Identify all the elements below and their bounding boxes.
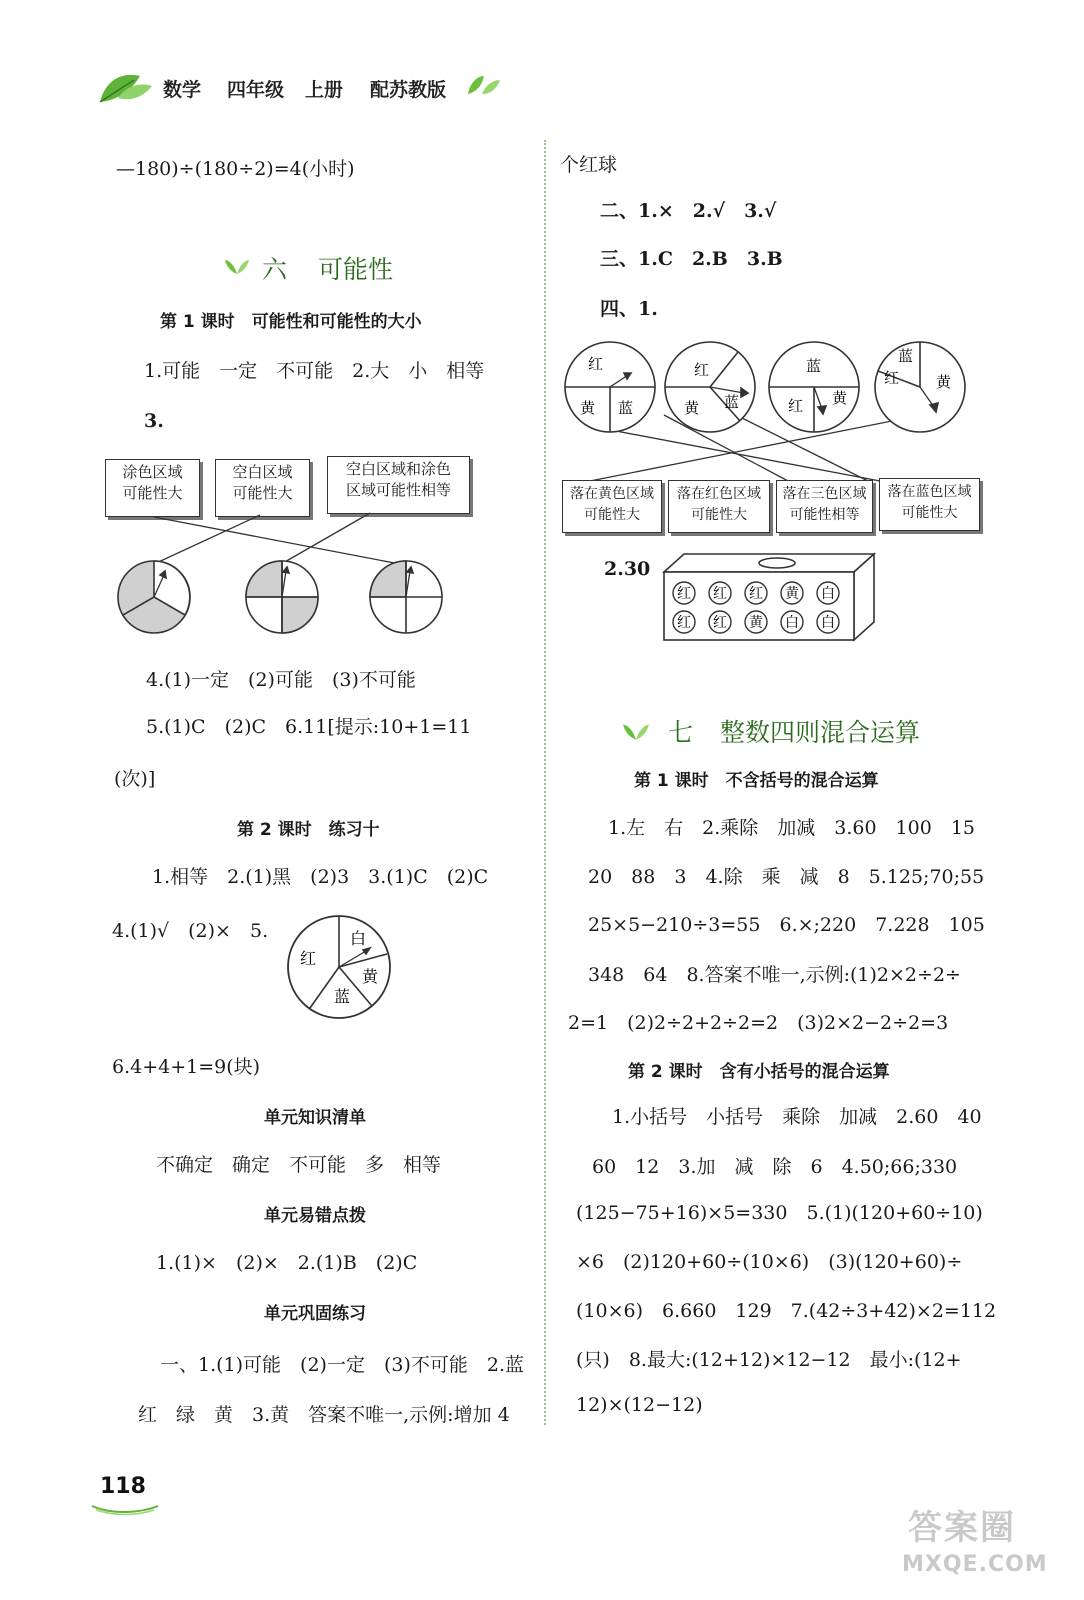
answer-line: 20 88 3 4.除 乘 减 8 5.125;70;55 — [588, 866, 985, 888]
answer-line: 1.可能 一定 不可能 2.大 小 相等 — [144, 360, 485, 382]
label-line: 可能性大 — [232, 484, 293, 502]
ball-label: 红 — [713, 586, 727, 602]
lesson-title: 第 1 课时 可能性和可能性的大小 — [160, 312, 422, 332]
page-number-underline — [90, 1500, 160, 1516]
answer-line: 25×5−210÷3=55 6.×;220 7.228 105 — [588, 914, 985, 936]
spinner-label: 白 — [350, 929, 367, 948]
spinner-a — [118, 561, 190, 633]
question-number: 3. — [144, 410, 164, 432]
label-line: 落在红色区域 — [677, 486, 761, 502]
lesson-title: 第 1 课时 不含括号的混合运算 — [634, 771, 879, 791]
wheel-label: 黄 — [936, 373, 952, 391]
label-line: 落在黄色区域 — [570, 486, 654, 502]
answer-line: 348 64 8.答案不唯一,示例:(1)2×2÷2÷ — [588, 964, 961, 986]
label-box-three — [776, 480, 873, 533]
ball-label: 黄 — [785, 586, 799, 602]
heading-mistake: 单元易错点拨 — [264, 1206, 366, 1226]
wheel-label: 黄 — [684, 399, 700, 417]
wheel-1 — [565, 342, 655, 432]
match-line — [616, 431, 880, 481]
wheels-diagram — [560, 335, 980, 485]
label-line: 可能性大 — [901, 505, 958, 521]
wheel-label: 蓝 — [724, 393, 740, 411]
answer-line: 4.(1)√ (2)× 5. — [112, 920, 269, 942]
leaf-small-icon — [466, 72, 502, 98]
wheel-label: 蓝 — [806, 357, 822, 375]
label-line: 可能性大 — [691, 507, 747, 523]
page-number: 118 — [100, 1474, 146, 1499]
watermark-logo: 答案圈 — [908, 1508, 1016, 1548]
answer-line: 1.相等 2.(1)黑 (2)3 3.(1)C (2)C — [152, 866, 489, 888]
answer-line: 1.左 右 2.乘除 加减 3.60 100 15 — [608, 817, 976, 839]
matching-diagram — [100, 505, 510, 645]
sprout-icon — [622, 718, 650, 742]
answer-line: (只) 8.最大:(12+12)×12−12 最小:(12+ — [576, 1349, 962, 1371]
label-line: 区域可能性相等 — [345, 481, 451, 499]
wheel-label: 黄 — [580, 399, 596, 417]
answer-line: 2.30 — [604, 558, 651, 580]
answer-line: 个红球 — [560, 154, 618, 176]
wheel-label: 红 — [884, 369, 900, 387]
match-line — [154, 517, 405, 565]
label-box-red — [668, 480, 770, 533]
match-line — [152, 515, 260, 565]
answer-line: 60 12 3.加 减 除 6 4.50;66;330 — [592, 1156, 958, 1178]
answer-line: 1.(1)× (2)× 2.(1)B (2)C — [156, 1252, 418, 1274]
answer-line: (125−75+16)×5=330 5.(1)(120+60÷10) — [576, 1202, 983, 1224]
section-number: 六 — [262, 255, 288, 284]
wheel-label: 蓝 — [898, 347, 914, 365]
spinner-label: 红 — [300, 949, 317, 968]
ball-label: 白 — [821, 615, 835, 631]
spinner-label: 黄 — [362, 967, 379, 986]
lesson-title: 第 2 课时 练习十 — [237, 820, 380, 840]
heading-consolidate: 单元巩固练习 — [264, 1304, 366, 1324]
ball-label: 白 — [821, 586, 835, 602]
answer-line: 三、1.C 2.B 3.B — [600, 248, 783, 270]
watermark-url: MXQE.COM — [902, 1552, 1048, 1577]
label-box-blue — [879, 478, 980, 531]
ball-label: 红 — [749, 586, 763, 602]
answer-line: 不确定 确定 不可能 多 相等 — [156, 1154, 442, 1176]
wheel-4 — [875, 342, 965, 432]
wheel-2 — [665, 342, 755, 432]
answer-line: 四、1. — [600, 298, 658, 320]
match-line — [590, 419, 902, 481]
label-line: 可能性大 — [584, 507, 640, 523]
answer-line: 4.(1)一定 (2)可能 (3)不可能 — [146, 669, 416, 691]
answer-line: (10×6) 6.660 129 7.(42÷3+42)×2=112 — [576, 1300, 997, 1322]
answer-line: 12)×(12−12) — [576, 1394, 703, 1416]
answer-line: 5.(1)C (2)C 6.11[提示:10+1=11 — [146, 716, 472, 738]
continued-line: —180)÷(180÷2)=4(小时) — [116, 158, 355, 180]
spinner-c — [370, 561, 442, 633]
label-line: 可能性大 — [122, 484, 183, 502]
wheel-label: 红 — [694, 361, 710, 379]
answer-line: 红 绿 黄 3.黄 答案不唯一,示例:增加 4 — [138, 1404, 510, 1426]
label-line: 涂色区域 — [122, 463, 183, 481]
column-divider — [544, 140, 546, 1425]
ball-label: 黄 — [749, 615, 763, 631]
label-line: 落在蓝色区域 — [887, 484, 972, 500]
ball-label: 白 — [785, 615, 799, 631]
sprout-icon — [224, 254, 250, 276]
wheel-label: 红 — [588, 355, 604, 373]
header-grade: 四年级 — [227, 79, 285, 101]
section-title: 整数四则混合运算 — [720, 718, 921, 747]
label-box-yellow — [562, 480, 662, 533]
lesson-title: 第 2 课时 含有小括号的混合运算 — [628, 1062, 890, 1082]
answer-line: ×6 (2)120+60÷(10×6) (3)(120+60)÷ — [576, 1251, 963, 1273]
answer-line: 2=1 (2)2÷2+2÷2=2 (3)2×2−2÷2=3 — [568, 1012, 949, 1034]
wheel-label: 黄 — [832, 389, 848, 407]
heading-knowledge: 单元知识清单 — [264, 1108, 366, 1128]
label-line: 空白区域 — [232, 463, 293, 481]
spinner-label: 蓝 — [334, 987, 351, 1006]
answer-line: 一、1.(1)可能 (2)一定 (3)不可能 2.蓝 — [160, 1354, 524, 1376]
ball-box — [662, 552, 877, 644]
label-line: 空白区域和涂色 — [345, 460, 451, 478]
header-volume: 上册 — [305, 79, 344, 101]
wheel-label: 蓝 — [618, 399, 634, 417]
header-subject: 数学 — [163, 79, 202, 101]
section-number: 七 — [668, 718, 694, 747]
wheel-3 — [769, 342, 859, 432]
label-line: 可能性相等 — [789, 507, 860, 523]
leaf-logo-icon — [96, 68, 156, 108]
spinner-four-colors — [284, 912, 394, 1022]
header-edition: 配苏教版 — [370, 79, 447, 101]
answer-line: 6.4+4+1=9(块) — [112, 1056, 261, 1078]
section-title: 可能性 — [318, 255, 394, 284]
ball-label: 红 — [713, 615, 727, 631]
wheel-label: 红 — [788, 397, 804, 415]
answer-line: (次)] — [114, 768, 156, 790]
spinner-b — [246, 561, 318, 633]
ball-label: 红 — [677, 615, 691, 631]
ball-label: 红 — [677, 586, 691, 602]
answer-line: 1.小括号 小括号 乘除 加减 2.60 40 — [612, 1106, 982, 1128]
label-line: 落在三色区域 — [782, 486, 867, 502]
answer-line: 二、1.× 2.√ 3.√ — [600, 200, 777, 222]
